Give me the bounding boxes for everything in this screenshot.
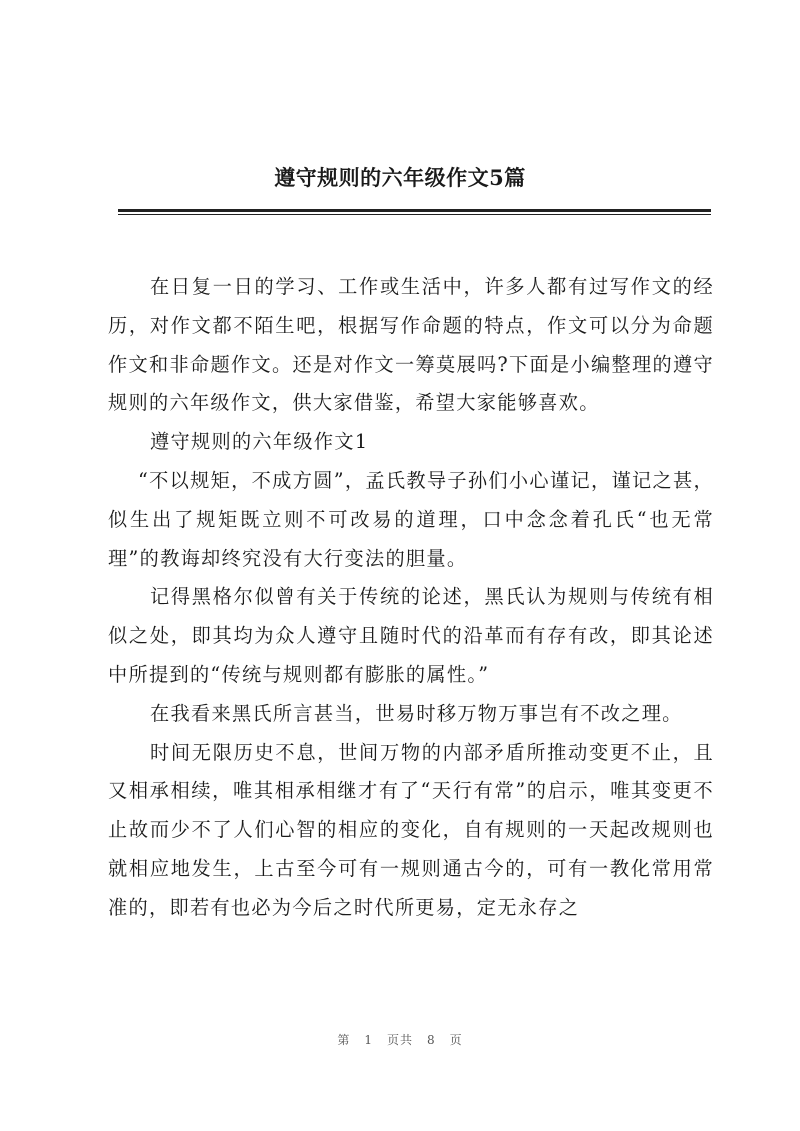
- body-paragraph: 记得黑格尔似曾有关于传统的论述，黑氏认为规则与传统有相似之处，即其均为众人遵守且随时代的沿革而有存有改，即其论述中所提到的“传统与规则都有膨胀的属性。”: [108, 585, 714, 686]
- footer-total-pages: 8: [427, 1033, 436, 1047]
- footer-page-suffix: 页: [449, 1033, 463, 1047]
- body-paragraph: “不以规矩，不成方圆”，孟氏教导子孙们小心谨记，谨记之甚，似生出了规矩既立则不可改易的道理，口中念念着孔氏“也无常理”的教诲却终究没有大行变法的胆量。: [108, 468, 714, 570]
- page-footer: [0, 1031, 800, 1049]
- document-title: 遵守规则的六年级作文5篇: [274, 165, 526, 190]
- intro-paragraph: 在日复一日的学习、工作或生活中，许多人都有过写作文的经历，对作文都不陌生吧，根据写作命题的特点，作文可以分为命题作文和非命题作文。还是对作文一筹莫展吗?下面是小编整理的遵守规则的六年级作文，供大家借鉴，希望大家能够喜欢。: [108, 275, 714, 415]
- title-underline-thin: [118, 214, 711, 215]
- footer-page-label: 第: [337, 1033, 351, 1047]
- section-heading: 遵守规则的六年级作文1: [150, 430, 369, 454]
- footer-page-number: 1: [364, 1033, 373, 1047]
- footer-page-of: 页共: [386, 1033, 413, 1047]
- body-paragraph: 时间无限历史不息，世间万物的内部矛盾所推动变更不止，且又相承相续，唯其相承相继才有了“天行有常”的启示，唯其变更不止故而少不了人们心智的相应的变化，自有规则的一天起改规则也就相应地发生，上古至今可有一规则通古今的，可有一教化常用常准的，即若有也必为今后之时代所更易，定无永存之: [108, 740, 714, 919]
- body-paragraph: 在我看来黑氏所言甚当，世易时移万物万事岂有不改之理。: [150, 701, 683, 725]
- title-underline: [118, 209, 711, 212]
- document-body: [108, 268, 714, 928]
